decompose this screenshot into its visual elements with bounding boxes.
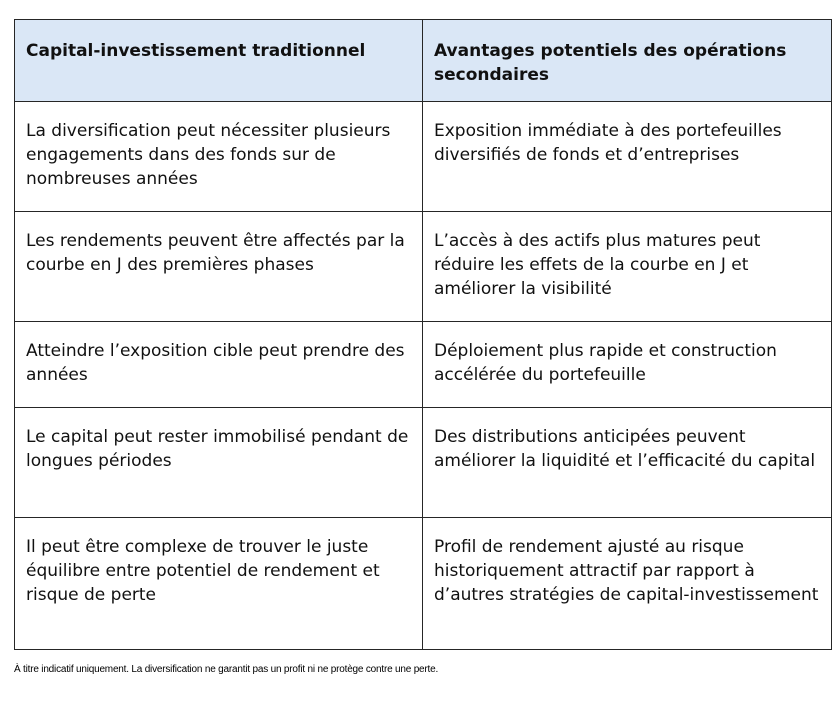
table-cell-secondaries: Déploiement plus rapide et construction accélérée du portefeuille [423,322,832,408]
header-traditional-private-equity: Capital-investissement traditionnel [15,20,423,102]
table-cell-traditional: Le capital peut rester immobilisé pendant de longues périodes [15,408,423,518]
table-row [15,322,832,408]
table-row [15,102,832,212]
header-secondaries-benefits: Avantages potentiels des opérations secondaires [423,20,832,102]
table-cell-traditional: Les rendements peuvent être affectés par la courbe en J des premières phases [15,212,423,322]
table-header-row [15,20,832,102]
table-cell-traditional: Il peut être complexe de trouver le juste équilibre entre potentiel de rendement et risque de perte [15,518,423,650]
table-cell-secondaries: Des distributions anticipées peuvent améliorer la liquidité et l’efficacité du capital [423,408,832,518]
table-row [15,518,832,650]
table-cell-secondaries: L’accès à des actifs plus matures peut réduire les effets de la courbe en J et améliorer la visibilité [423,212,832,322]
disclaimer-footnote: À titre indicatif uniquement. La diversification ne garantit pas un profit ni ne protège contre une perte. [14,664,439,675]
table-row [15,212,832,322]
table-cell-traditional: La diversification peut nécessiter plusieurs engagements dans des fonds sur de nombreuses années [15,102,423,212]
table-row [15,408,832,518]
table-cell-traditional: Atteindre l’exposition cible peut prendre des années [15,322,423,408]
table-cell-secondaries: Exposition immédiate à des portefeuilles diversifiés de fonds et d’entreprises [423,102,832,212]
comparison-table [14,19,832,650]
table-cell-secondaries: Profil de rendement ajusté au risque historiquement attractif par rapport à d’autres stratégies de capital-investissement [423,518,832,650]
